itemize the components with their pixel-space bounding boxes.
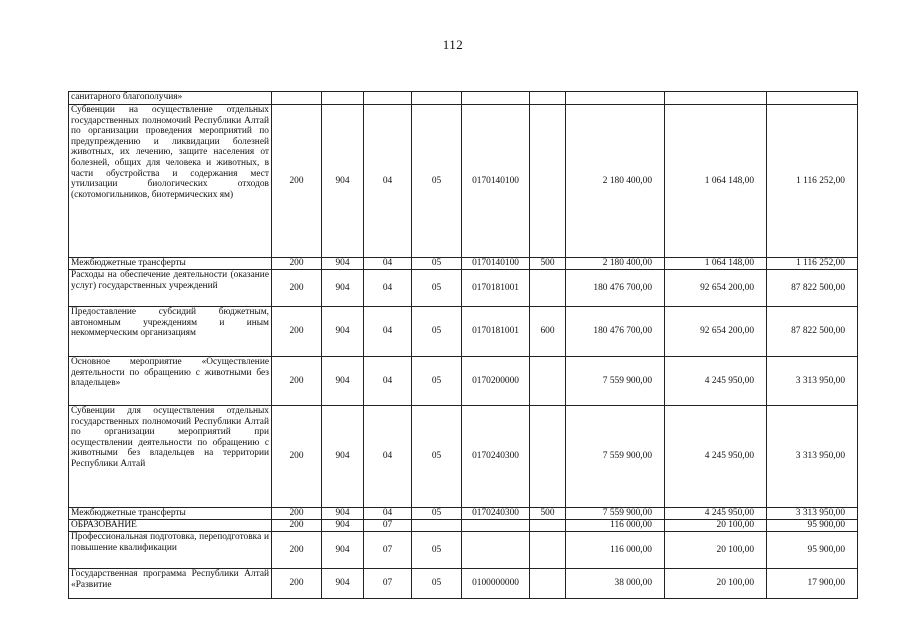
table-cell: 05 — [412, 569, 462, 599]
table-cell: 116 000,00 — [566, 520, 665, 532]
table-row — [69, 258, 858, 270]
table-cell: 17 900,00 — [767, 569, 858, 599]
row-name-cell: ОБРАЗОВАНИЕ — [69, 520, 272, 532]
table-cell — [530, 92, 566, 105]
table-cell: 200 — [272, 307, 322, 357]
row-name-cell: Субвенции на осуществление отдельных государственных полномочий Республики Алтай по организации проведения мероприятий по предупреждению и ликвидации болезней животных, их лечению, защите населения от болезней, общих для человека и животных, в части обустройства и содержания мест утилизации биологических отходов (скотомогильников, биотермических ям) — [69, 105, 272, 258]
table-cell: 38 000,00 — [566, 569, 665, 599]
table-cell — [530, 357, 566, 406]
table-cell: 3 313 950,00 — [767, 357, 858, 406]
table-cell: 04 — [364, 357, 412, 406]
table-cell: 7 559 900,00 — [566, 406, 665, 508]
table-row — [69, 307, 858, 357]
table-cell: 200 — [272, 569, 322, 599]
table-cell: 05 — [412, 105, 462, 258]
table-cell: 600 — [530, 307, 566, 357]
table-cell — [530, 532, 566, 569]
table-row — [69, 357, 858, 406]
table-cell: 1 116 252,00 — [767, 258, 858, 270]
table-cell: 200 — [272, 520, 322, 532]
table-cell: 116 000,00 — [566, 532, 665, 569]
page-number: 112 — [442, 37, 464, 52]
table-cell: 04 — [364, 508, 412, 520]
table-cell: 04 — [364, 406, 412, 508]
table-cell: 904 — [322, 357, 364, 406]
budget-table — [68, 91, 858, 599]
table-row — [69, 520, 858, 532]
table-cell: 200 — [272, 357, 322, 406]
table-row — [69, 569, 858, 599]
table-cell: 05 — [412, 357, 462, 406]
table-cell — [272, 92, 322, 105]
table-cell — [530, 270, 566, 307]
table-cell: 95 900,00 — [767, 520, 858, 532]
table-cell: 904 — [322, 508, 364, 520]
table-cell — [665, 92, 767, 105]
table-cell — [566, 92, 665, 105]
table-cell: 0170140100 — [462, 258, 530, 270]
table-cell: 1 064 148,00 — [665, 105, 767, 258]
table-cell: 05 — [412, 258, 462, 270]
table-cell: 95 900,00 — [767, 532, 858, 569]
table-cell: 1 116 252,00 — [767, 105, 858, 258]
row-name-cell: санитарного благополучия» — [69, 92, 272, 105]
table-cell: 0100000000 — [462, 569, 530, 599]
table-cell — [767, 92, 858, 105]
table-cell: 04 — [364, 270, 412, 307]
table-cell: 87 822 500,00 — [767, 270, 858, 307]
table-cell: 904 — [322, 270, 364, 307]
table-row — [69, 270, 858, 307]
table-cell: 05 — [412, 270, 462, 307]
table-cell: 3 313 950,00 — [767, 508, 858, 520]
table-cell: 20 100,00 — [665, 569, 767, 599]
table-cell — [412, 520, 462, 532]
table-cell: 0170181001 — [462, 307, 530, 357]
table-cell: 904 — [322, 520, 364, 532]
table-cell: 20 100,00 — [665, 520, 767, 532]
table-cell — [412, 92, 462, 105]
table-cell — [530, 406, 566, 508]
row-name-cell: Межбюджетные трансферты — [69, 258, 272, 270]
table-cell: 3 313 950,00 — [767, 406, 858, 508]
table-cell — [462, 520, 530, 532]
table-row — [69, 508, 858, 520]
table-row — [69, 406, 858, 508]
row-name-cell: Профессиональная подготовка, переподготовка и повышение квалификации — [69, 532, 272, 569]
table-cell: 2 180 400,00 — [566, 258, 665, 270]
table-cell: 904 — [322, 307, 364, 357]
row-name-cell: Расходы на обеспечение деятельности (оказание услуг) государственных учреждений — [69, 270, 272, 307]
table-cell: 904 — [322, 258, 364, 270]
table-cell: 07 — [364, 532, 412, 569]
table-cell: 05 — [412, 406, 462, 508]
table-cell: 04 — [364, 258, 412, 270]
table-cell: 180 476 700,00 — [566, 270, 665, 307]
table-cell — [530, 569, 566, 599]
table-cell: 904 — [322, 105, 364, 258]
row-name-cell: Предоставление субсидий бюджетным, автономным учреждениям и иным некоммерческим организациям — [69, 307, 272, 357]
table-cell: 4 245 950,00 — [665, 406, 767, 508]
table-cell: 05 — [412, 307, 462, 357]
table-cell: 05 — [412, 532, 462, 569]
table-cell: 180 476 700,00 — [566, 307, 665, 357]
table-cell: 904 — [322, 569, 364, 599]
row-name-cell: Основное мероприятие «Осуществление деятельности по обращению с животными без владельцев» — [69, 357, 272, 406]
table-cell: 20 100,00 — [665, 532, 767, 569]
table-cell: 4 245 950,00 — [665, 357, 767, 406]
table-cell: 904 — [322, 532, 364, 569]
table-cell: 04 — [364, 105, 412, 258]
table-cell: 500 — [530, 508, 566, 520]
table-cell — [462, 92, 530, 105]
table-cell: 92 654 200,00 — [665, 307, 767, 357]
table-cell: 4 245 950,00 — [665, 508, 767, 520]
row-name-cell: Межбюджетные трансферты — [69, 508, 272, 520]
table-cell: 500 — [530, 258, 566, 270]
row-name-cell: Государственная программа Республики Алтай «Развитие — [69, 569, 272, 599]
table-cell: 7 559 900,00 — [566, 508, 665, 520]
table-row — [69, 532, 858, 569]
table-cell: 0170240300 — [462, 508, 530, 520]
table-cell: 200 — [272, 508, 322, 520]
table-cell: 904 — [322, 406, 364, 508]
table-cell: 07 — [364, 520, 412, 532]
table-cell: 7 559 900,00 — [566, 357, 665, 406]
row-name-cell: Субвенции для осуществления отдельных государственных полномочий Республики Алтай по организации мероприятий при осуществлении деятельности по обращению с животными без владельцев на территории Республики Алтай — [69, 406, 272, 508]
table-cell: 05 — [412, 508, 462, 520]
table-cell — [462, 532, 530, 569]
table-cell: 0170181001 — [462, 270, 530, 307]
table-cell: 2 180 400,00 — [566, 105, 665, 258]
table-row — [69, 105, 858, 258]
table-cell: 0170200000 — [462, 357, 530, 406]
table-cell — [530, 520, 566, 532]
table-cell: 07 — [364, 569, 412, 599]
table-cell: 0170240300 — [462, 406, 530, 508]
table-cell — [322, 92, 364, 105]
table-cell: 200 — [272, 105, 322, 258]
table-cell: 200 — [272, 406, 322, 508]
table-cell: 1 064 148,00 — [665, 258, 767, 270]
table-cell: 200 — [272, 258, 322, 270]
table-cell — [364, 92, 412, 105]
table-cell: 87 822 500,00 — [767, 307, 858, 357]
table-cell — [530, 105, 566, 258]
table-cell: 0170140100 — [462, 105, 530, 258]
table-row — [69, 92, 858, 105]
table-cell: 200 — [272, 270, 322, 307]
table-cell: 04 — [364, 307, 412, 357]
table-cell: 92 654 200,00 — [665, 270, 767, 307]
table-cell: 200 — [272, 532, 322, 569]
